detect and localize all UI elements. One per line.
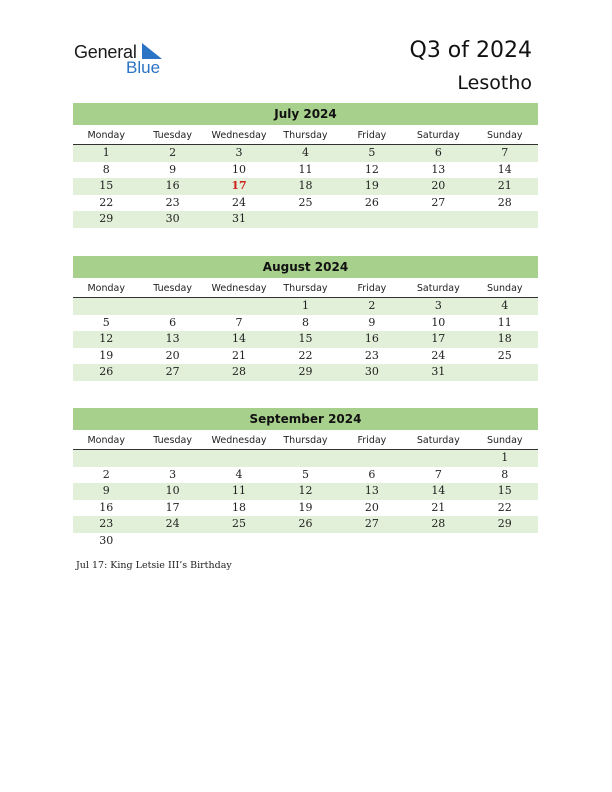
holiday-note: Jul 17: King Letsie III’s Birthday	[76, 560, 232, 571]
day-cell: 19	[364, 179, 379, 192]
week-row	[73, 162, 538, 179]
day-cell: 4	[301, 146, 309, 159]
week-row	[73, 483, 538, 500]
day-cell: 9	[169, 162, 177, 176]
weekday-label: Thursday	[283, 130, 328, 141]
day-cell: 29	[99, 212, 114, 225]
day-cell: 29	[298, 365, 313, 378]
day-cell	[272, 211, 338, 228]
weekday-label: Sunday	[486, 283, 523, 294]
day-cell	[139, 450, 205, 467]
day-cell: 26	[298, 517, 313, 530]
day-cell: 23	[99, 517, 114, 530]
day-cell: 24	[165, 517, 180, 530]
week-row	[73, 195, 538, 212]
day-cell: 4	[235, 467, 243, 481]
day-cell: 1	[102, 146, 110, 159]
day-cell: 19	[298, 500, 313, 514]
day-cell: 6	[368, 467, 376, 481]
weekday-label: Thursday	[283, 435, 328, 446]
day-cell: 13	[431, 162, 446, 176]
weekday-header-row	[73, 280, 538, 298]
day-cell: 11	[497, 315, 512, 329]
day-cell: 17	[165, 500, 180, 514]
day-cell: 15	[298, 332, 313, 345]
week-row	[73, 145, 538, 162]
weekday-label: Sunday	[486, 435, 523, 446]
day-cell: 8	[501, 467, 509, 481]
weekday-label: Sunday	[486, 130, 523, 141]
day-cell: 25	[497, 348, 512, 362]
day-cell: 30	[99, 533, 114, 547]
week-row	[73, 467, 538, 484]
day-cell	[139, 533, 205, 550]
day-cell: 31	[232, 212, 247, 225]
day-cell: 19	[99, 348, 114, 362]
day-cell: 16	[364, 332, 379, 345]
weekday-label: Friday	[357, 283, 387, 294]
day-cell	[472, 533, 538, 550]
weekday-label: Wednesday	[211, 283, 267, 294]
day-cell	[405, 211, 471, 228]
day-cell: 10	[431, 315, 446, 329]
day-cell: 27	[165, 365, 180, 378]
day-cell: 9	[102, 484, 110, 497]
month-title: September 2024	[73, 408, 538, 430]
day-cell: 27	[431, 195, 446, 209]
day-cell: 3	[169, 467, 177, 481]
weekday-label: Saturday	[416, 130, 460, 141]
week-row	[73, 450, 538, 467]
day-cell	[73, 298, 139, 315]
day-cell: 5	[102, 315, 110, 329]
day-cell	[405, 533, 471, 550]
day-cell: 20	[165, 348, 180, 362]
day-cell	[272, 450, 338, 467]
day-cell: 28	[232, 365, 247, 378]
weekday-label: Saturday	[416, 435, 460, 446]
day-cell: 3	[434, 299, 442, 312]
day-cell: 24	[232, 195, 247, 209]
day-cell: 16	[165, 179, 180, 192]
day-cell: 14	[497, 162, 512, 176]
day-cell: 26	[364, 195, 379, 209]
day-cell: 18	[232, 500, 247, 514]
day-cell: 23	[364, 348, 379, 362]
day-cell: 15	[497, 484, 512, 497]
day-cell: 1	[301, 299, 309, 312]
week-row	[73, 298, 538, 315]
page-subtitle: Lesotho	[457, 72, 532, 94]
day-cell: 12	[298, 484, 313, 497]
weekday-label: Friday	[357, 130, 387, 141]
weekday-label: Monday	[87, 130, 125, 141]
weekday-label: Thursday	[283, 283, 328, 294]
day-cell: 2	[169, 146, 177, 159]
day-cell: 29	[497, 517, 512, 530]
day-cell: 1	[501, 451, 509, 464]
day-cell: 24	[431, 348, 446, 362]
day-cell: 7	[235, 315, 243, 329]
page-title: Q3 of 2024	[409, 38, 532, 63]
day-cell: 14	[431, 484, 446, 497]
month-calendar	[73, 256, 538, 381]
day-cell: 10	[232, 162, 247, 176]
day-cell	[339, 211, 405, 228]
day-cell: 21	[232, 348, 247, 362]
day-cell: 3	[235, 146, 243, 159]
week-row	[73, 178, 538, 195]
day-cell: 22	[298, 348, 313, 362]
day-cell	[73, 450, 139, 467]
day-cell: 18	[497, 332, 512, 345]
day-cell: 21	[431, 500, 446, 514]
day-cell: 22	[497, 500, 512, 514]
day-cell: 12	[364, 162, 379, 176]
day-cell: 17	[231, 179, 247, 192]
day-cell: 5	[368, 146, 376, 159]
day-cell: 26	[99, 365, 114, 378]
week-row	[73, 516, 538, 533]
day-cell: 23	[165, 195, 180, 209]
weekday-label: Tuesday	[153, 130, 192, 141]
day-cell	[206, 298, 272, 315]
day-cell: 20	[364, 500, 379, 514]
day-cell	[206, 450, 272, 467]
day-cell	[339, 533, 405, 550]
day-cell: 8	[102, 162, 110, 176]
day-cell: 28	[497, 195, 512, 209]
month-title: August 2024	[73, 256, 538, 278]
logo-text-blue: Blue	[126, 58, 161, 77]
day-cell: 25	[298, 195, 313, 209]
day-cell: 16	[99, 500, 114, 514]
week-row	[73, 364, 538, 381]
day-cell: 10	[165, 484, 180, 497]
day-cell: 13	[165, 332, 180, 345]
day-cell: 11	[232, 484, 247, 497]
day-cell: 22	[99, 195, 114, 209]
weekday-label: Friday	[357, 435, 387, 446]
logo-text-general: General	[74, 42, 137, 62]
day-cell: 25	[232, 517, 247, 530]
holiday-notes	[76, 560, 232, 571]
day-cell: 2	[102, 467, 110, 481]
weekday-header-row	[73, 127, 538, 145]
month-title: July 2024	[73, 103, 538, 125]
day-cell: 2	[368, 299, 376, 312]
day-cell: 20	[431, 179, 446, 192]
day-cell	[405, 450, 471, 467]
day-cell: 14	[232, 332, 247, 345]
day-cell: 12	[99, 332, 114, 345]
weekday-label: Wednesday	[211, 435, 267, 446]
day-cell: 17	[431, 332, 446, 345]
day-cell: 31	[431, 365, 446, 378]
weekday-label: Wednesday	[211, 130, 267, 141]
week-row	[73, 315, 538, 332]
day-cell: 4	[501, 299, 509, 312]
week-row	[73, 331, 538, 348]
day-cell: 5	[301, 467, 309, 481]
day-cell: 30	[165, 212, 180, 225]
day-cell: 18	[298, 179, 313, 192]
day-cell: 11	[298, 162, 313, 176]
day-cell: 28	[431, 517, 446, 530]
day-cell	[339, 450, 405, 467]
day-cell: 13	[364, 484, 379, 497]
day-cell: 9	[368, 315, 376, 329]
day-cell: 15	[99, 179, 114, 192]
week-row	[73, 533, 538, 550]
day-cell: 21	[497, 179, 512, 192]
weekday-label: Monday	[87, 435, 125, 446]
logo	[74, 42, 174, 78]
weekday-label: Tuesday	[153, 283, 192, 294]
day-cell: 27	[364, 517, 379, 530]
weekday-header-row	[73, 432, 538, 450]
day-cell	[272, 533, 338, 550]
day-cell: 8	[301, 315, 309, 329]
month-calendar	[73, 103, 538, 228]
weekday-label: Monday	[87, 283, 125, 294]
weekday-label: Saturday	[416, 283, 460, 294]
week-row	[73, 500, 538, 517]
week-row	[73, 211, 538, 228]
day-cell	[472, 364, 538, 381]
day-cell: 6	[434, 146, 442, 159]
day-cell	[472, 211, 538, 228]
month-calendar	[73, 408, 538, 549]
day-cell	[206, 533, 272, 550]
day-cell: 7	[501, 146, 509, 159]
week-row	[73, 348, 538, 365]
day-cell	[139, 298, 205, 315]
day-cell: 30	[364, 365, 379, 378]
weekday-label: Tuesday	[153, 435, 192, 446]
day-cell: 6	[169, 315, 177, 329]
day-cell: 7	[434, 467, 442, 481]
